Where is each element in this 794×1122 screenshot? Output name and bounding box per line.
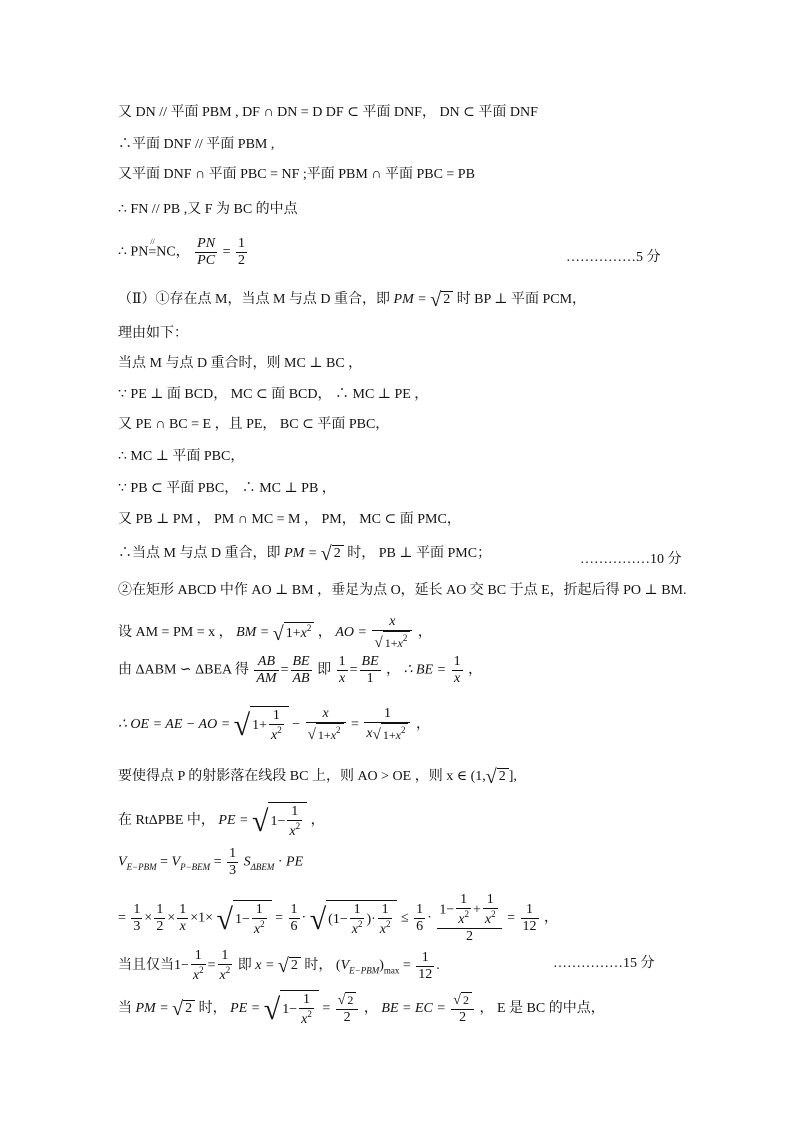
fraction: $\frac{1}{x√ 1+x^2}$ xyxy=(364,706,410,744)
text-line: 又 PB ⊥ PM ， PM ∩ MC = M ， PM， MC ⊂ 面 PMC， xyxy=(118,512,461,527)
fraction: $\frac{BE}{AB}$ xyxy=(292,654,310,687)
score-mark: ……………10 分 xyxy=(580,552,682,567)
fraction: $\frac{1}{x}$ xyxy=(453,654,461,687)
sqrt: √ $1+x^2$ xyxy=(273,622,315,644)
sqrt: √ 1− $\frac{1}{x^2}$ xyxy=(217,900,272,938)
math-line: $V_{E-PBM} = V_{P-BEM}$ = $\frac{1}{3}$ $S_{\Delta BEM}$ · PE xyxy=(118,846,304,879)
fraction: $\frac{1}{2}$ xyxy=(237,236,245,269)
sqrt: √ 1+ $\frac{1}{x^2}$ xyxy=(234,706,289,744)
math-line xyxy=(118,767,517,787)
math-line: 由 ΔABM ∽ ΔBEA 得 $\frac{AB}{AM}$ = $\frac{BE}{AB}$ 即 $\frac{1}{x}$ = $\frac{BE}{1}$ ， ∴ BE = $\frac{1}{x}$ ， xyxy=(118,654,483,687)
text-line: ∴平面 DNF // 平面 PBM , xyxy=(118,137,275,152)
sqrt: √ 1− $\frac{1}{x^2}$ xyxy=(264,990,319,1028)
text-line: 当点 M 与点 D 重合时，则 MC ⊥ BC ， xyxy=(118,356,363,371)
math-line: 在 RtΔPBE 中， PE = √ 1− $\frac{1}{x^2}$ ， xyxy=(118,804,325,840)
text-fragment: 时 BP ⊥ 平面 PCM， xyxy=(456,292,587,307)
text-line: ∴ FN // PB ,又 F 为 BC 的中点 xyxy=(118,202,298,217)
sqrt: √ (1− $\frac{1}{x^2}$ )· $\frac{1}{x^2}$ xyxy=(310,900,398,938)
text-fragment: 在 RtΔPBE 中， xyxy=(118,813,215,829)
math-line: 当 PM = √ 2 时， PE = √ 1− $\frac{1}{x^2}$ = $\frac{√ 2}{2}$ ， BE = EC = $\frac{√ 2}{2}$ ， E 是 BC 的中点， xyxy=(118,992,605,1028)
sqrt: √ 2 xyxy=(486,767,509,787)
text-fragment: ∴ BE = xyxy=(403,662,447,678)
text-fragment: （Ⅱ）①存在点 M，当点 M 与点 D 重合，即 xyxy=(118,292,391,307)
score-mark: ……………15 分 xyxy=(553,956,655,971)
text-fragment: ], xyxy=(508,769,517,784)
fraction: $\frac{x}{√ 1+x^2}$ xyxy=(372,614,412,652)
math-line: 设 AM = PM = x ， BM = √ $1+x^2$ ， AO = $\frac{x}{√ 1+x^2}$ ， xyxy=(118,614,432,652)
text-line: ②在矩形 ABCD 中作 AO ⊥ BM ，垂足为点 O，延长 AO 交 BC 于点 E，折起后得 PO ⊥ BM. xyxy=(118,583,687,598)
text-fragment: PE = xyxy=(218,813,249,829)
fraction: $\frac{BE}{1}$ xyxy=(361,654,379,687)
sqrt: √ 2 xyxy=(321,544,344,564)
text-line: ∴ MC ⊥ 平面 PBC， xyxy=(118,449,245,464)
fraction: $\frac{1}{3}$ xyxy=(229,846,237,879)
text-fragment: 要使得点 P 的射影落在线段 BC 上，则 AO > OE ，则 x ∈ (1, xyxy=(118,769,486,784)
fraction: $\frac{1}{x}$ xyxy=(338,654,346,687)
fraction: $\frac{x}{√ 1+x^2}$ xyxy=(306,706,346,744)
text-line: 理由如下： xyxy=(118,326,188,341)
text-fragment: AO = xyxy=(335,625,367,641)
sqrt: √ 2 xyxy=(278,956,301,976)
text-fragment: 由 ΔABM ∽ ΔBEA 得 xyxy=(118,662,249,678)
sqrt: √ 1− $\frac{1}{x^2}$ xyxy=(252,802,307,840)
text-line: ∵ PB ⊂ 平面 PBC， ∴ MC ⊥ PB ， xyxy=(118,481,336,496)
sqrt: √ 2 xyxy=(172,999,195,1019)
text-line: 又 PE ∩ BC = E ，且 PE， BC ⊂ 平面 PBC， xyxy=(118,417,390,432)
text-fragment: ∴ OE = AE − AO = xyxy=(118,717,231,733)
sqrt: √ 2 xyxy=(430,290,453,310)
text-line: ∵ PE ⊥ 面 BCD， MC ⊂ 面 BCD， ∴ MC ⊥ PE ， xyxy=(118,387,429,402)
text-fragment: PM = xyxy=(284,546,318,561)
text-fragment: PM = xyxy=(393,292,427,307)
score-mark: ……………5 分 xyxy=(566,250,661,265)
text-fragment: ∴当点 M 与点 D 重合，即 xyxy=(118,546,281,561)
text-fragment: 设 AM = PM = x ， xyxy=(118,625,233,641)
text-line: 又 DN // 平面 PBM , DF ∩ DN = D DF ⊂ 平面 DNF， DN ⊂ 平面 DNF xyxy=(118,105,538,120)
parallel-equal-sign: // = xyxy=(148,236,157,260)
fraction: $\frac{PN}{PC}$ xyxy=(197,236,216,269)
math-line xyxy=(118,544,491,564)
text-fragment: ∴ PN xyxy=(118,244,149,260)
fraction: $\frac{AB}{AM}$ xyxy=(256,654,277,687)
text-fragment: NC， xyxy=(156,244,190,260)
math-line: = $\frac{1}{3}$ × $\frac{1}{2}$ × $\frac{1}{x}$ ×1× √ 1− $\frac{1}{x^2}$ = $\frac{1}{6}$ · √ (1− $\frac{1}{x^2}$ )· $\frac{1}{x^2}$ ≤ $\frac{1}{6}$ · 1− $\frac{1}{x^2}$ + $\frac{1}{x^2}$ 2 = $\frac{1}{12}$ ， xyxy=(118,892,558,945)
math-line: ∴ OE = AE − AO = √ 1+ $\frac{1}{x^2}$ − $\frac{x}{√ 1+x^2}$ = $\frac{1}{x√ 1+x^2}$ ， xyxy=(118,706,430,744)
text-fragment: BM = xyxy=(236,625,270,641)
math-line xyxy=(118,290,586,310)
math-line: ∴ PN // =NC， $\frac{PN}{PC}$ = $\frac{1}{2}$ xyxy=(118,236,245,269)
math-line: 当且仅当1− $\frac{1}{x^2}$ = $\frac{1}{x^2}$ 即 x = √ 2 时， $(V_{E-PBM})_{max}$ = $\frac{1}{12}$ . xyxy=(118,948,440,984)
text-fragment: 时， PB ⊥ 平面 PMC； xyxy=(347,546,492,561)
text-line: 又平面 DNF ∩ 平面 PBC = NF ;平面 PBM ∩ 平面 PBC = PB xyxy=(118,167,475,182)
